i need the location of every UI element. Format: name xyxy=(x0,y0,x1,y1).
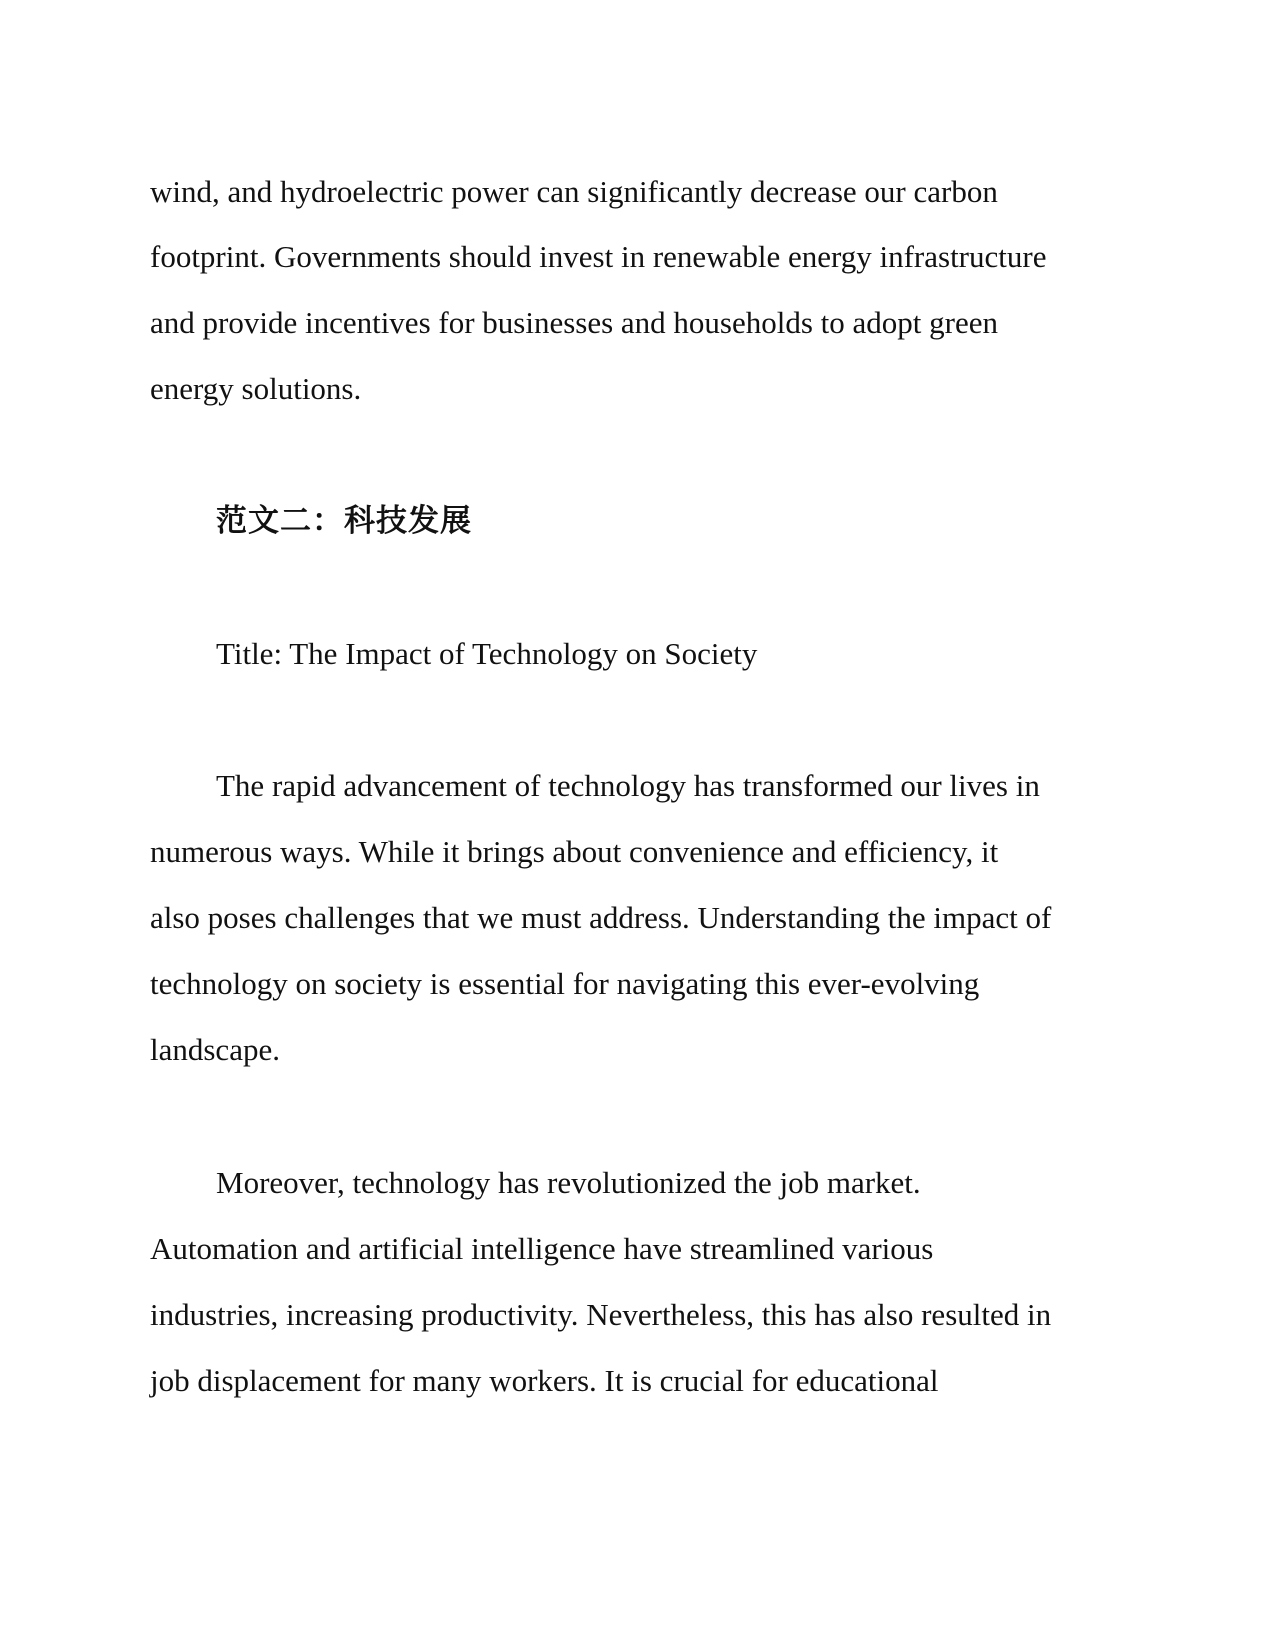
paragraph-line: energy solutions. xyxy=(150,371,362,406)
paragraph-line: job displacement for many workers. It is crucial for educational xyxy=(150,1363,939,1398)
paragraph-line: technology on society is essential for navigating this ever-evolving xyxy=(150,966,980,1001)
paragraph-line: wind, and hydroelectric power can significantly decrease our carbon xyxy=(150,174,998,209)
paragraph-line: industries, increasing productivity. Nevertheless, this has also resulted in xyxy=(150,1297,1052,1332)
paragraph-line: Automation and artificial intelligence have streamlined various xyxy=(150,1231,934,1266)
section-heading: 范文二：科技发展 xyxy=(216,503,472,538)
paragraph-line: and provide incentives for businesses and households to adopt green xyxy=(150,305,999,340)
paragraph-line: footprint. Governments should invest in renewable energy infrastructure xyxy=(150,239,1047,274)
paragraph-line: Moreover, technology has revolutionized the job market. xyxy=(216,1165,921,1200)
paragraph-line: The rapid advancement of technology has transformed our lives in xyxy=(216,768,1040,803)
paragraph-line: landscape. xyxy=(150,1032,280,1067)
essay-title: Title: The Impact of Technology on Society xyxy=(216,636,758,671)
paragraph-line: numerous ways. While it brings about convenience and efficiency, it xyxy=(150,834,999,869)
paragraph-line: also poses challenges that we must address. Understanding the impact of xyxy=(150,900,1052,935)
